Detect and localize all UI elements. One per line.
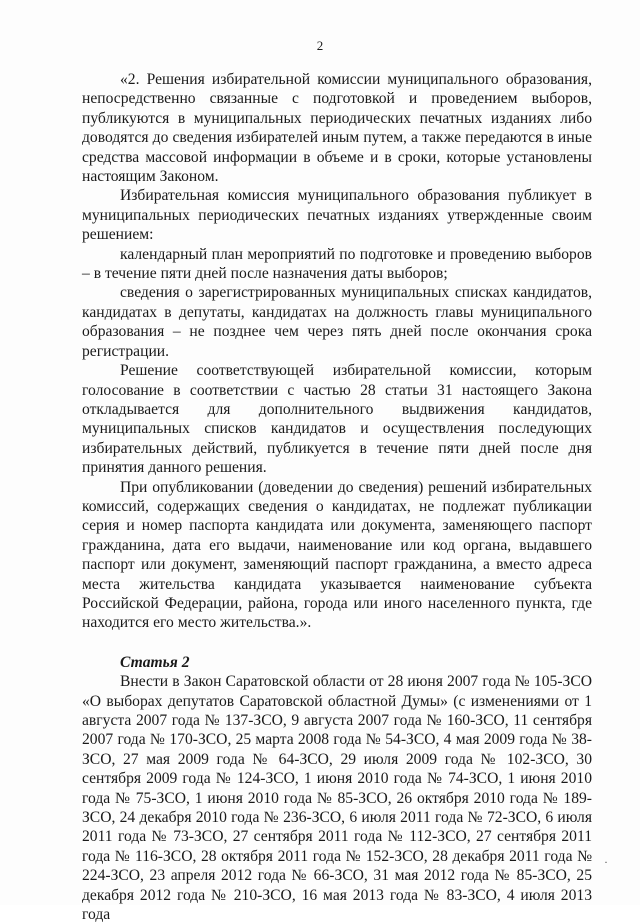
paragraph-5: Решение соответствующей избирательной комиссии, которым голосование в соответствии с частью 28 статьи 31 настоящего Закона откладывается для дополнительного выдвижения кандидатов, муниципальных списков кандидатов и осуществления последующих избирательных действий, публикуется в течение пяти дней после дня принятия данного решения.	[82, 362, 592, 477]
paragraph-1: «2. Решения избирательной комиссии муниципального образования, непосредственно связанные с подготовкой и проведением выборов, публикуются в муниципальных периодических печатных изданиях либо доводятся до сведения избирателей иным путем, а также передаются в иные средства массовой информации в объеме и в сроки, которые установлены настоящим Законом.	[82, 71, 592, 186]
paragraph-4: сведения о зарегистрированных муниципальных списках кандидатов, кандидатах в депутаты, кандидатах на должность главы муниципального образования – не позднее чем через пять дней после окончания срока регистрации.	[82, 284, 592, 360]
article-heading: Статья 2	[120, 653, 190, 671]
paragraph-6: При опубликовании (доведении до сведения) решений избирательных комиссий, содержащих сведения о кандидатах, не подлежат публикации серия и номер паспорта кандидата или документа, заменяющего паспорт гражданина, дата его выдачи, наименование или код органа, выдавшего паспорт или документ, заменяющий паспорт гражданина, а вместо адреса места жительства кандидата указывается наименование субъекта Российской Федерации, района, города или иного населенного пункта, где находится его место жительства.».	[82, 478, 592, 632]
page-number: 2	[316, 38, 324, 53]
article-text: Внести в Закон Саратовской области от 28 июня 2007 года № 105-ЗСО «О выборах депутатов Саратовской областной Думы» (с изменениями от 1 августа 2007 года № 137-ЗСО, 9 августа 2007 года № 160-ЗСО, 11 сентября 2007 года № 170-ЗСО, 25 марта 2008 года № 54-ЗСО, 4 мая 2009 года № 38-ЗСО, 27 мая 2009 года № 64-ЗСО, 29 июля 2009 года № 102-ЗСО, 30 сентября 2009 года № 124-ЗСО, 1 июня 2010 года № 74-ЗСО, 1 июня 2010 года № 75-ЗСО, 1 июня 2010 года № 85-ЗСО, 26 октября 2010 года № 189-ЗСО, 24 декабря 2010 года № 236-ЗСО, 6 июля 2011 года № 72-ЗСО, 6 июля 2011 года № 73-ЗСО, 27 сентября 2011 года № 112-ЗСО, 27 сентября 2011 года № 116-ЗСО, 28 октября 2011 года № 152-ЗСО, 28 декабря 2011 года № 224-ЗСО, 23 апреля 2012 года № 66-ЗСО, 31 мая 2012 года № 85-ЗСО, 25 декабря 2012 года № 210-ЗСО, 16 мая 2013 года № 83-ЗСО, 4 июля 2013 года	[82, 673, 592, 924]
scan-mark: ·	[604, 855, 608, 869]
document-body	[82, 70, 592, 924]
paragraph-3: календарный план мероприятий по подготовке и проведению выборов – в течение пяти дней после назначения даты выборов;	[82, 245, 592, 283]
paragraph-2: Избирательная комиссия муниципального образования публикует в муниципальных периодических печатных изданиях утвержденные своим решением:	[82, 187, 592, 244]
